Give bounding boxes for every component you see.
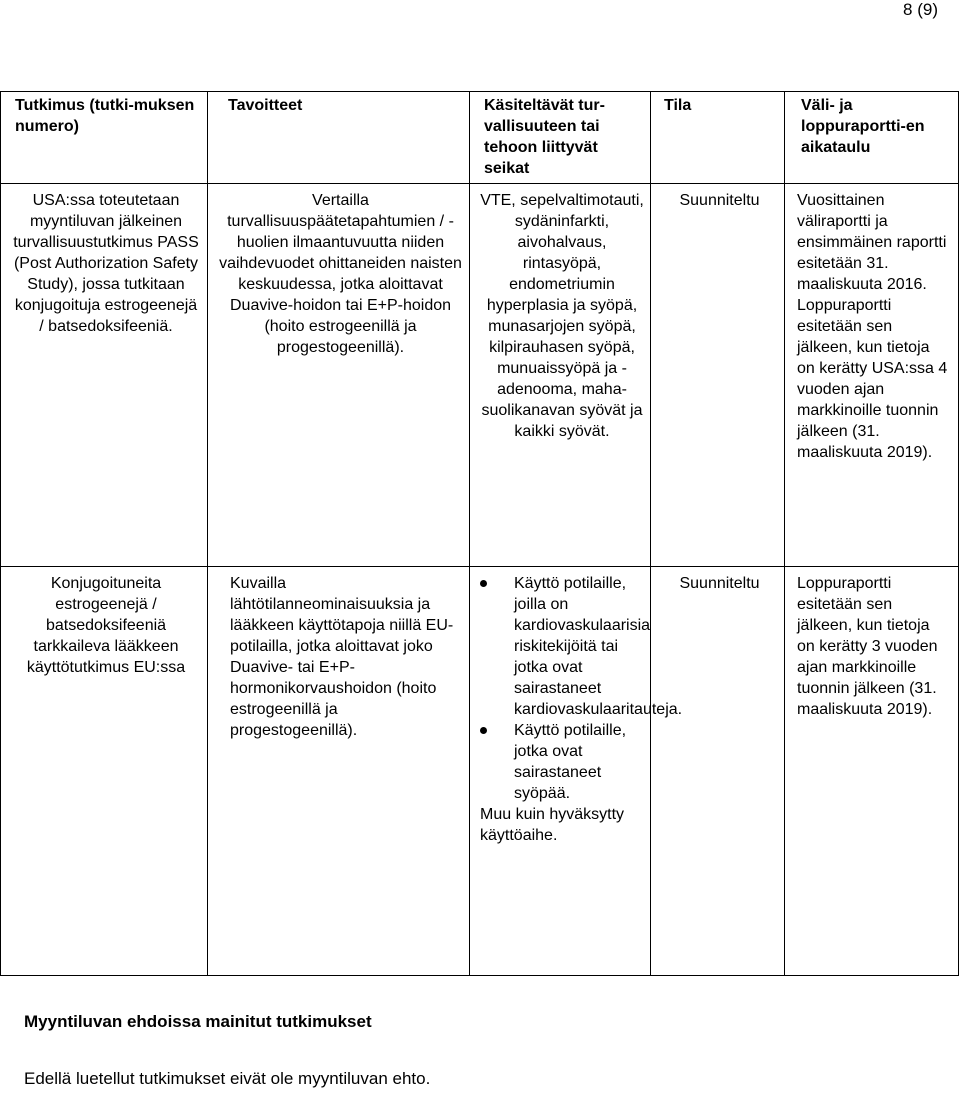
cell-status: Suunniteltu <box>651 184 785 567</box>
cell-goals: Vertailla turvallisuuspäätetapahtumien / -huolien ilmaantuvuutta niiden vaihdevuodet ohittaneiden naisten keskuudessa, jotka aloittavat Duavive-hoidon tai E+P-hoidon (hoito estrogeenillä ja progestogeenillä). <box>208 184 470 567</box>
cell-issues <box>470 567 683 976</box>
list-item: Käyttö potilaille, jotka ovat sairastaneet syöpää. <box>476 720 644 804</box>
cell-study: Konjugoituneita estrogeenejä / batsedoksifeeniä tarkkaileva lääkkeen käyttötutkimus EU:ssa <box>1 567 208 976</box>
cell-goals: Kuvailla lähtötilanneominaisuuksia ja lääkkeen käyttötapoja niillä EU-potilailla, jotka aloittavat joko Duavive- tai E+P-hormonikorvaushoidon (hoito estrogeenillä ja progestogeenillä). <box>208 567 470 976</box>
table-row <box>1 567 959 976</box>
list-item: Käyttö potilaille, joilla on kardiovaskulaarisia riskitekijöitä tai jotka ovat sairastaneet kardiovaskulaaritauteja. <box>476 573 644 720</box>
studies-table <box>0 91 959 976</box>
cell-issues: VTE, sepelvaltimotauti, sydäninfarkti, aivohalvaus, rintasyöpä, endometriumin hyperplasia ja syöpä, munasarjojen syöpä, kilpirauhasen syöpä, munuaissyöpä ja -adenooma, maha-suolikanavan syövät ja kaikki syövät. <box>470 184 651 567</box>
cell-schedule <box>785 184 959 567</box>
issues-list <box>476 573 683 804</box>
page-number: 8 (9) <box>903 0 938 19</box>
header-study: Tutkimus (tutki-muksen numero) <box>1 92 208 184</box>
schedule-final: Loppuraportti esitetään sen jälkeen, kun tietoja on kerätty USA:ssa 4 vuoden ajan markkinoille tuonnin jälkeen (31. maaliskuuta 2019). <box>797 297 948 461</box>
header-status: Tila <box>651 92 785 184</box>
section-title: Myyntiluvan ehdoissa mainitut tutkimukset <box>24 1012 372 1031</box>
header-issues: Käsiteltävät tur-vallisuuteen tai tehoon liittyvät seikat <box>470 92 651 184</box>
cell-status: Suunniteltu <box>651 567 785 976</box>
cell-schedule: Loppuraportti esitetään sen jälkeen, kun tietoja on kerätty 3 vuoden ajan markkinoille tuonnin jälkeen (31. maaliskuuta 2019). <box>785 567 959 976</box>
table-row <box>1 184 959 567</box>
header-schedule: Väli- ja loppuraportti-en aikataulu <box>785 92 959 184</box>
header-goals: Tavoitteet <box>208 92 470 184</box>
section-body: Edellä luetellut tutkimukset eivät ole myyntiluvan ehto. <box>24 1069 431 1088</box>
table-header-row <box>1 92 959 184</box>
schedule-interim: Vuosittainen väliraportti ja ensimmäinen raportti esitetään 31. maaliskuuta 2016. <box>797 192 947 293</box>
issues-note: Muu kuin hyväksytty käyttöaihe. <box>480 806 625 844</box>
cell-study: USA:ssa toteutetaan myyntiluvan jälkeinen turvallisuustutkimus PASS (Post Authorization Safety Study), jossa tutkitaan konjugoituja estrogeenejä / batsedoksifeeniä. <box>1 184 208 567</box>
